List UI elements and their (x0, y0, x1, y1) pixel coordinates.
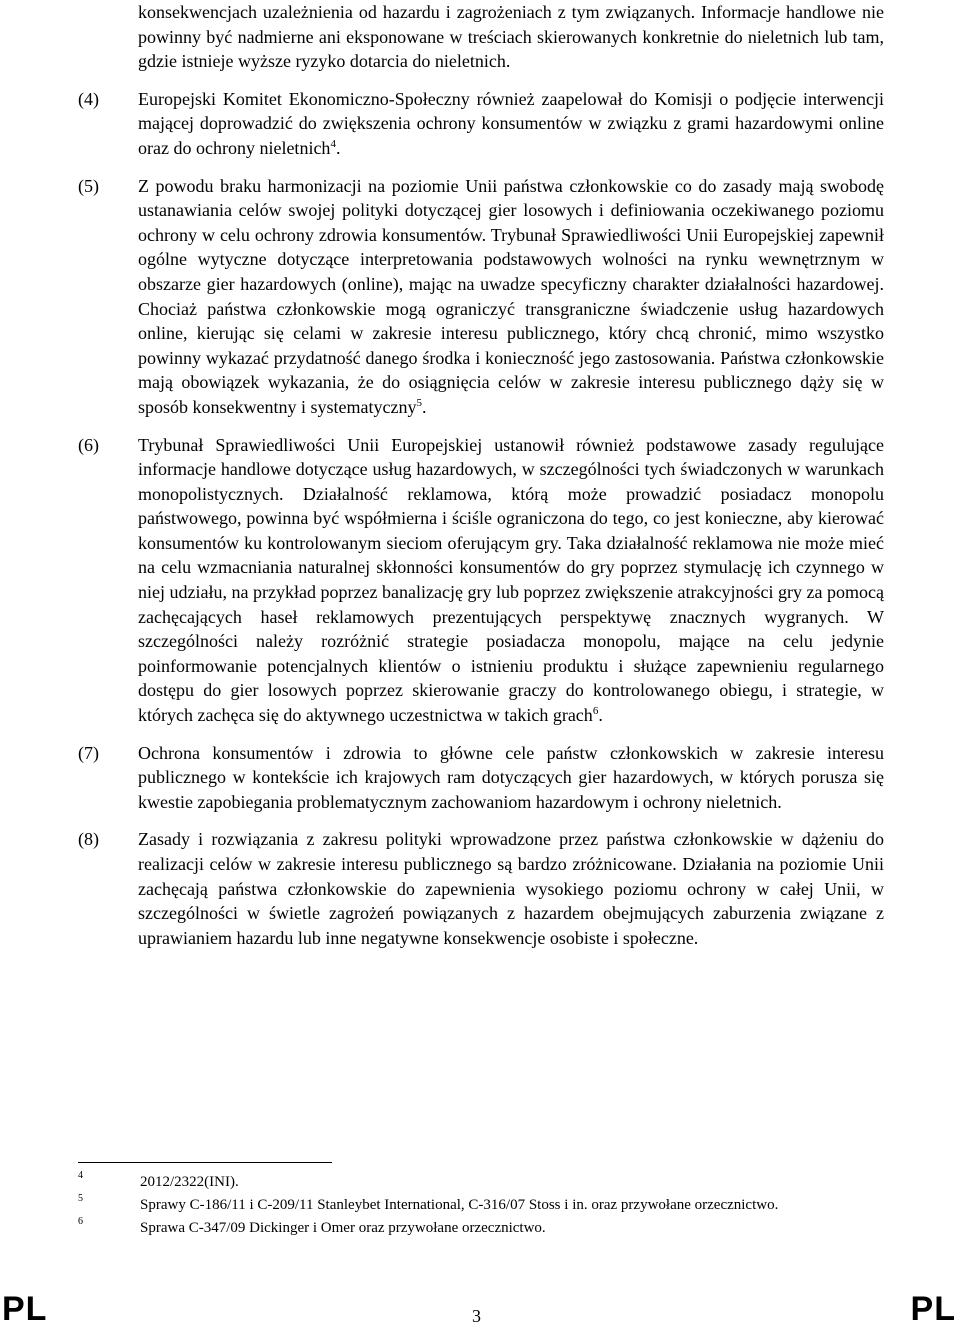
recital-text (78, 174, 884, 420)
recital-tail: . (421, 396, 427, 417)
footnotes (78, 1172, 884, 1241)
recital-body: Z powodu braku harmonizacji na poziomie Unii państwa członkowskie co do zasady mają swobodę ustanawiania celów swojej polityki dotyczącej gier losowych i definiowania oczekiwanego poziomu ochrony w celu ochrony zdrowia konsumentów. Trybunał Sprawiedliwości Unii Europejskiej zapewnił ogólne wytyczne dotyczące interpretowania podstawowych wolności na rynku wewnętrznym w obszarze gier hazardowych (online), mając na uwadze specyficzny charakter działalności hazardowej. Chociaż państwa członkowskie mogą ograniczyć transgraniczne świadczenie usług hazardowych online, kierując się celami w zakresie interesu publicznego, który chcą chronić, mimo wszystko powinny wykazać przydatność danego środka i konieczność jego zastosowania. Państwa członkowskie mają obowiązek wykazania, że do osiągnięcia celów w zakresie interesu publicznego dąży się w sposób konsekwentny i systematyczny (138, 175, 884, 417)
recital-tail: . (335, 137, 341, 158)
recital-body: Trybunał Sprawiedliwości Unii Europejskiej ustanowił również podstawowe zasady regulujące informacje handlowe dotyczące usług hazardowych, w szczególności tych świadczonych w warunkach monopolistycznych. Działalność reklamowa, którą może prowadzić posiadacz monopolu państwowego, powinna być współmierna i ściśle ograniczona do tego, co jest konieczne, aby kierować konsumentów ku kontrolowanym sieciom oferującym gry. Taka działalność reklamowa nie może mieć na celu wzmacniania naturalnej skłonności konsumentów do gry poprzez stymulację ich czynnego w niej udziału, na przykład poprzez banalizację gry lub poprzez zwiększenie atrakcyjności gry za pomocą zachęcających haseł reklamowych prezentujących perspektywę znacznych wygranych. W szczególności należy rozróżnić strategie posiadacza monopolu, mające na celu jedynie poinformowanie potencjalnych klientów o istnieniu produktu i służące zapewnieniu regularnego dostępu do gier losowych poprzez skierowanie graczy do kontrolowanego obiegu, i strategie, w których zachęca się do aktywnego uczestnictwa w takich grach (138, 434, 884, 726)
footnote-4 (78, 1172, 884, 1192)
recital-number: (7) (78, 742, 99, 763)
recital-text (78, 87, 884, 161)
recital-6 (78, 433, 884, 728)
footnote-text: Sprawa C-347/09 Dickinger i Omer oraz przywołane orzecznictwo. (140, 1220, 546, 1236)
footnote-number: 6 (78, 1216, 83, 1227)
recital-number: (5) (78, 175, 99, 196)
footnote-text: Sprawy C-186/11 i C-209/11 Stanleybet International, C-316/07 Stoss i in. oraz przywołane orzecznictwo. (140, 1197, 779, 1213)
recital-number: (4) (78, 88, 99, 109)
recital-tail: . (598, 705, 603, 726)
footer-language-right: PL (910, 1290, 956, 1328)
footnote-5 (78, 1195, 884, 1215)
recital-text: Zasady i rozwiązania z zakresu polityki wprowadzone przez państwa członkowskie w dążeniu do realizacji celów w zakresie interesu publicznego są bardzo zróżnicowane. Działania na poziomie Unii zachęcają państwa członkowskie do zapewnienia wysokiego poziomu ochrony w całej Unii, w szczególności w świetle zagrożeń powiązanych z hazardem obejmujących zaburzenia związane z uprawianiem hazardu lub inne negatywne konsekwencje osobiste i społeczne. (138, 829, 884, 948)
recital-5 (78, 174, 884, 420)
recital-text (78, 433, 884, 728)
recital-8 (78, 827, 884, 950)
footnote-separator (78, 1162, 332, 1163)
footer-language-left: PL (2, 1290, 48, 1328)
body-text (78, 0, 884, 963)
intro-continuation: konsekwencjach uzależnienia od hazardu i zagrożeniach z tym związanych. Informacje handlowe nie powinny być nadmierne ani eksponowane w treściach skierowanych konkretnie do nieletnich lub tam, gdzie istnieje wyższe ryzyko dotarcia do nieletnich. (138, 2, 884, 72)
recital-text: Ochrona konsumentów i zdrowia to główne cele państw członkowskich w zakresie interesu publicznego w kontekście ich krajowych ram dotyczących gier hazardowych, w których porusza się kwestie zapobiegania problematycznym zachowaniom hazardowym i ochrony nieletnich. (138, 742, 884, 812)
recital-body: Europejski Komitet Ekonomiczno-Społeczny również zaapelował do Komisji o podjęcie interwencji mającej doprowadzić do zwiększenia ochrony konsumentów w związku z grami hazardowymi online oraz do ochrony nieletnich (138, 88, 884, 158)
recital-number: (8) (78, 829, 99, 850)
recital-4 (78, 87, 884, 161)
footnote-ref[interactable]: 4 (330, 137, 336, 150)
recital-number: (6) (78, 434, 99, 455)
footnote-number: 5 (78, 1193, 83, 1204)
footnote-ref[interactable]: 6 (592, 705, 599, 718)
footnote-ref[interactable]: 5 (416, 396, 422, 409)
page-number: 3 (472, 1306, 481, 1326)
footnote-number: 4 (78, 1170, 83, 1181)
footnote-6 (78, 1218, 884, 1238)
footnote-text: 2012/2322(INI). (140, 1174, 239, 1190)
recital-7 (78, 741, 884, 815)
